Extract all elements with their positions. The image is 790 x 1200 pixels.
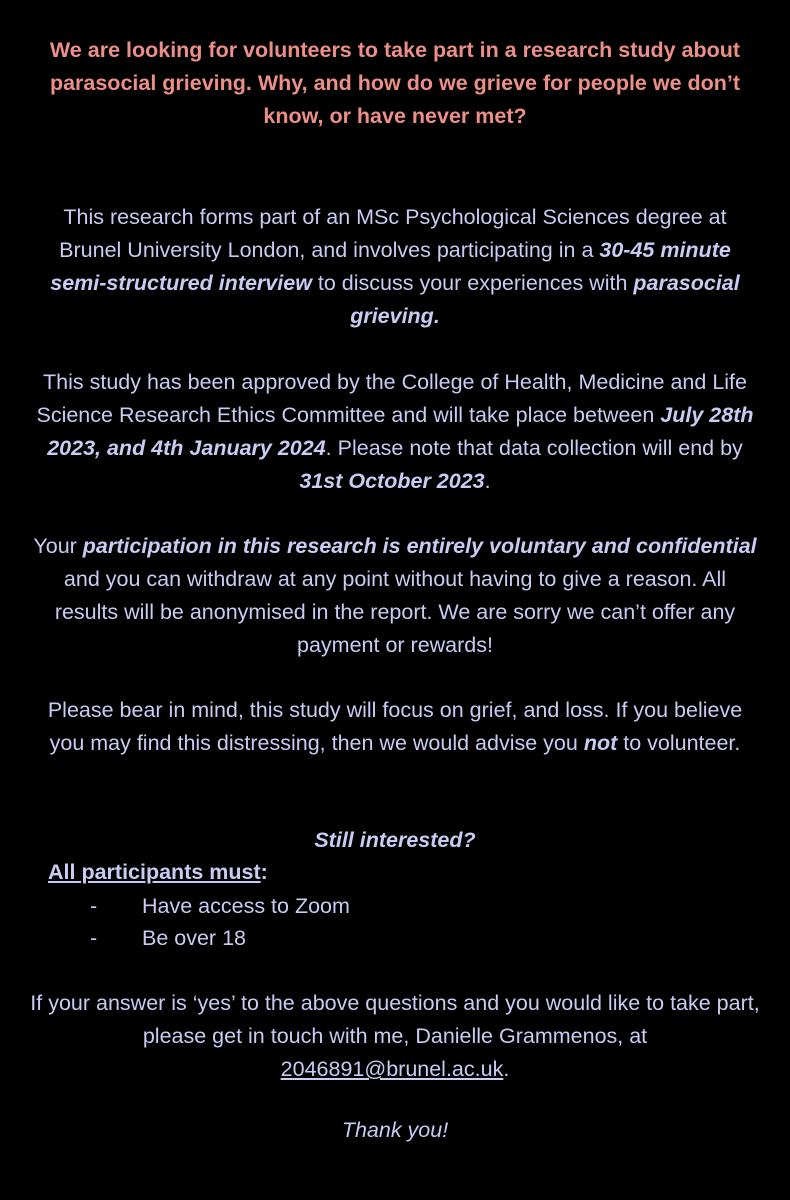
requirements-list [90,890,350,954]
study-description-text-a: This research forms part of an MSc Psychological Sciences degree at Brunel University London, and involves participating in a [59,205,727,262]
requirements-heading [48,857,268,887]
study-description [30,201,760,333]
requirement-zoom: Have access to Zoom [142,894,350,918]
list-item [90,890,350,922]
warning-text-a: Please bear in mind, this study will focus on grief, and loss. If you believe you may find this distressing, then we would advise you [47,698,743,755]
headline: We are looking for volunteers to take part in a research study about parasocial grieving. Why, and how do we grieve for people we don’t know, or have never met? [49,38,741,128]
thank-you: Thank you! [341,1118,449,1142]
requirements-heading-colon: : [260,860,268,884]
contact-text-b: . [503,1057,510,1081]
requirements-heading-text: All participants must [48,860,261,884]
ethics-approval [30,366,760,498]
participation-text-b: and you can withdraw at any point without having to give a reason. All results will be anonymised in the report. We are sorry we can’t offer any payment or rewards! [54,567,736,657]
data-collection-end-date: 31st October 2023 [299,469,485,493]
requirement-age: Be over 18 [142,926,246,950]
ethics-text-a: This study has been approved by the College of Health, Medicine and Life Science Research Ethics Committee and will take place between [36,370,747,427]
study-description-text-b: to discuss your experiences with [311,271,634,295]
study-dates: July 28th 2023, and 4th January 2024 [47,403,754,460]
still-interested: Still interested? [314,828,476,852]
bullet-dash: - [90,926,98,950]
bullet-dash: - [90,894,98,918]
warning-text-b: to volunteer. [617,731,741,755]
warning-not: not [583,731,618,755]
topic-highlight: parasocial grieving. [350,271,740,328]
distress-warning [30,694,760,760]
interview-duration: 30-45 minute semi-structured interview [50,238,731,295]
contact-text-a: If your answer is ‘yes’ to the above questions and you would like to take part, please get in touch with me, Danielle Grammenos, at [30,991,760,1048]
email-link[interactable]: 2046891@brunel.ac.uk [280,1057,504,1081]
voluntary-confidential: participation in this research is entirely voluntary and confidential [82,534,757,558]
ethics-text-b: . Please note that data collection will end by [325,436,743,460]
participation-text-a: Your [33,534,83,558]
list-item [90,922,350,954]
contact-info [30,987,760,1086]
participation-info [30,530,760,662]
ethics-text-c: . [484,469,491,493]
